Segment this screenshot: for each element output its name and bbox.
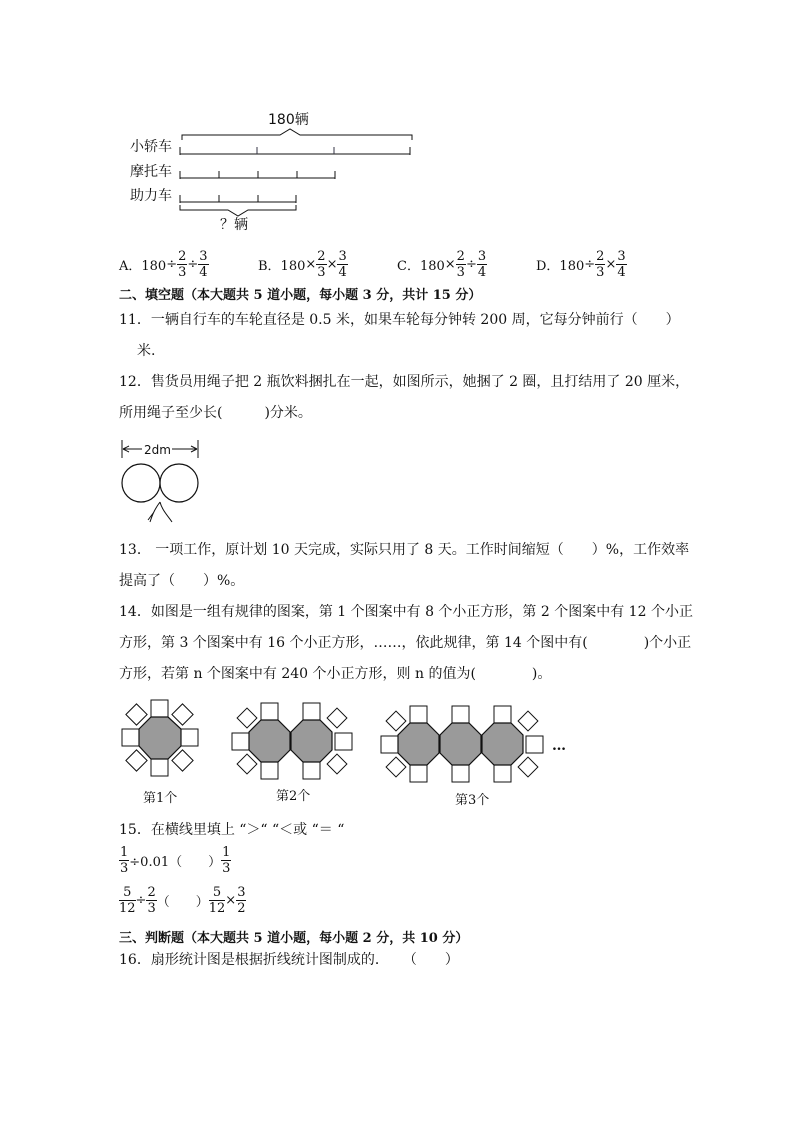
row-label-car: 小轿车 [130, 139, 172, 155]
q12-line1: 12．售货员用绳子把 2 瓶饮料捆扎在一起，如图所示，她捆了 2 圈，且打结用了 20 厘米， [119, 374, 690, 390]
option-a[interactable]: A．180÷ $\frac{2}{3}$ ÷ $\frac{3}{4}$ [119, 249, 208, 280]
row-label-moto: 摩托车 [130, 164, 172, 180]
pattern-ellipsis: … [552, 738, 566, 754]
question-label: ？辆 [220, 217, 248, 233]
bottle-bundle-figure [118, 436, 208, 526]
car-bar-diagram [120, 105, 430, 235]
q13-line1: 13． 一项工作，原计划 10 天完成，实际只用了 8 天。工作时间缩短（ ）%，工作效率 [119, 542, 690, 558]
pattern-1 [120, 697, 200, 779]
dimension-label: 2dm [144, 443, 171, 457]
row-label-moped: 助力车 [130, 188, 172, 204]
q14-line3: 方形，若第 n 个图案中有 240 个小正方形，则 n 的值为( )。 [119, 666, 552, 682]
pattern-3 [380, 704, 546, 784]
top-brace [182, 129, 412, 140]
pattern-2 [231, 701, 355, 781]
pattern-2-caption: 第2个 [276, 789, 311, 804]
q16-line: 16．扇形统计图是根据折线统计图制成的． （ ） [119, 952, 459, 968]
bar-car [180, 147, 410, 155]
q14-line2: 方形，第 3 个图案中有 16 个小正方形，……，依此规律，第 14 个图中有( )个小正 [119, 635, 692, 651]
section-2-heading: 二、填空题（本大题共 5 道小题，每小题 3 分，共计 15 分） [119, 288, 482, 303]
option-b[interactable]: B．180× $\frac{2}{3}$ × $\frac{3}{4}$ [258, 249, 347, 280]
q15-expr-2: $\frac{5}{12}$ ÷ $\frac{2}{3}$ （ ） $\frac{5}{12}$ × $\frac{3}{2}$ [119, 885, 246, 916]
section-3-heading: 三、判断题（本大题共 5 道小题，每小题 2 分，共 10 分） [119, 931, 469, 946]
pattern-1-caption: 第1个 [143, 791, 178, 806]
total-label: 180辆 [268, 112, 309, 128]
bar-moped [180, 195, 296, 203]
q11-line2: 米. [137, 343, 156, 359]
q14-line1: 14．如图是一组有规律的图案，第 1 个图案中有 8 个小正方形，第 2 个图案中有 12 个小正 [119, 604, 693, 620]
bar-moto [180, 171, 335, 179]
q15-expr-1: $\frac{1}{3}$ ÷0.01（ ） $\frac{1}{3}$ [120, 845, 231, 876]
bottom-brace [180, 205, 296, 216]
q15-line1: 15．在横线里填上 “＞“ “＜或 “＝ “ [119, 822, 345, 838]
q13-line2: 提高了（ ）%。 [119, 573, 245, 589]
q12-line2: 所用绳子至少长( )分米。 [119, 405, 312, 421]
q11-line1: 11．一辆自行车的车轮直径是 0.5 米，如果车轮每分钟转 200 周，它每分钟前行（ ） [119, 312, 680, 328]
option-d[interactable]: D．180÷ $\frac{2}{3}$ × $\frac{3}{4}$ [536, 249, 626, 280]
option-c[interactable]: C．180× $\frac{2}{3}$ ÷ $\frac{3}{4}$ [397, 249, 487, 280]
pattern-3-caption: 第3个 [455, 793, 490, 808]
